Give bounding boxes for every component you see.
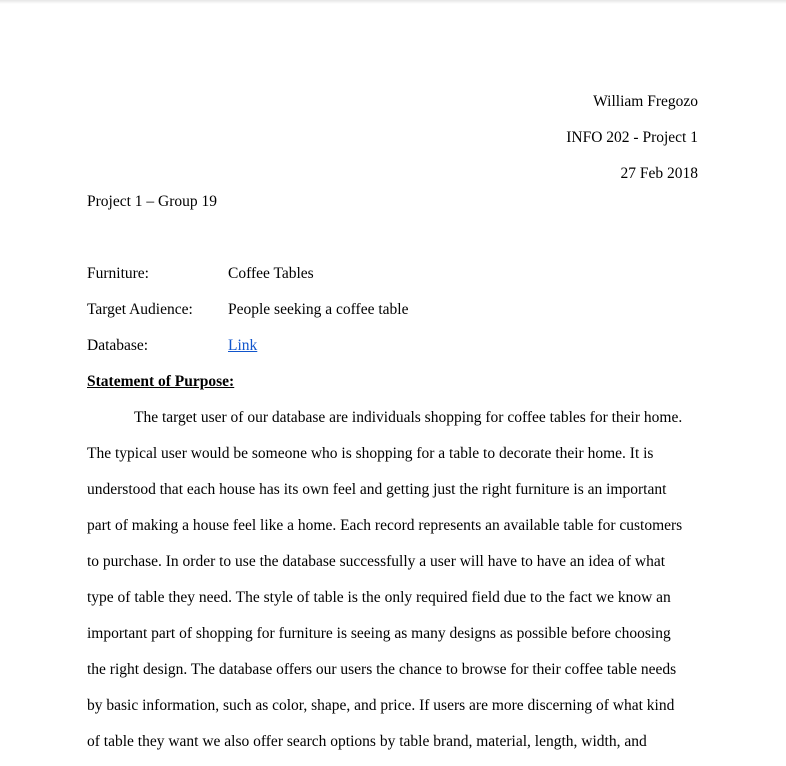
- project-title: Project 1 – Group 19: [87, 193, 218, 210]
- field-row-database: [87, 334, 408, 370]
- field-label: Furniture:: [87, 265, 149, 282]
- field-row-target-audience: [87, 298, 408, 334]
- paragraph-line: important part of shopping for furniture is seeing as many designs as possible before choosing: [87, 625, 671, 642]
- paragraph-line: by basic information, such as color, shape, and price. If users are more discerning of what kind: [87, 697, 675, 714]
- field-value: Coffee Tables: [228, 265, 314, 282]
- paragraph-line: The target user of our database are individuals shopping for coffee tables for their home.: [134, 409, 683, 426]
- field-row-furniture: [87, 262, 408, 298]
- field-value: People seeking a coffee table: [228, 301, 409, 318]
- author-name: William Fregozo: [593, 93, 698, 110]
- paragraph-line: to purchase. In order to use the database successfully a user will have to have an idea of what: [87, 553, 666, 570]
- field-value: [228, 334, 257, 370]
- document-date: 27 Feb 2018: [620, 165, 698, 182]
- course-name: INFO 202 - Project 1: [566, 129, 698, 146]
- field-label: Database:: [87, 337, 149, 354]
- document-header: [566, 84, 698, 192]
- project-info-fields: [87, 262, 408, 370]
- paragraph-line: the right design. The database offers our users the chance to browse for their coffee table needs: [87, 661, 677, 678]
- paragraph-line: understood that each house has its own feel and getting just the right furniture is an important: [87, 481, 667, 498]
- paragraph-line: of table they want we also offer search options by table brand, material, length, width, and: [87, 733, 647, 750]
- paragraph-line: The typical user would be someone who is shopping for a table to decorate their home. It is: [87, 445, 654, 462]
- field-label: Target Audience:: [87, 301, 193, 318]
- paragraph-line: type of table they need. The style of table is the only required field due to the fact we know an: [87, 589, 671, 606]
- database-link[interactable]: Link: [228, 337, 258, 354]
- statement-paragraph: [87, 406, 699, 766]
- paragraph-line: part of making a house feel like a home. Each record represents an available table for customers: [87, 517, 683, 534]
- section-heading: Statement of Purpose:: [87, 373, 235, 390]
